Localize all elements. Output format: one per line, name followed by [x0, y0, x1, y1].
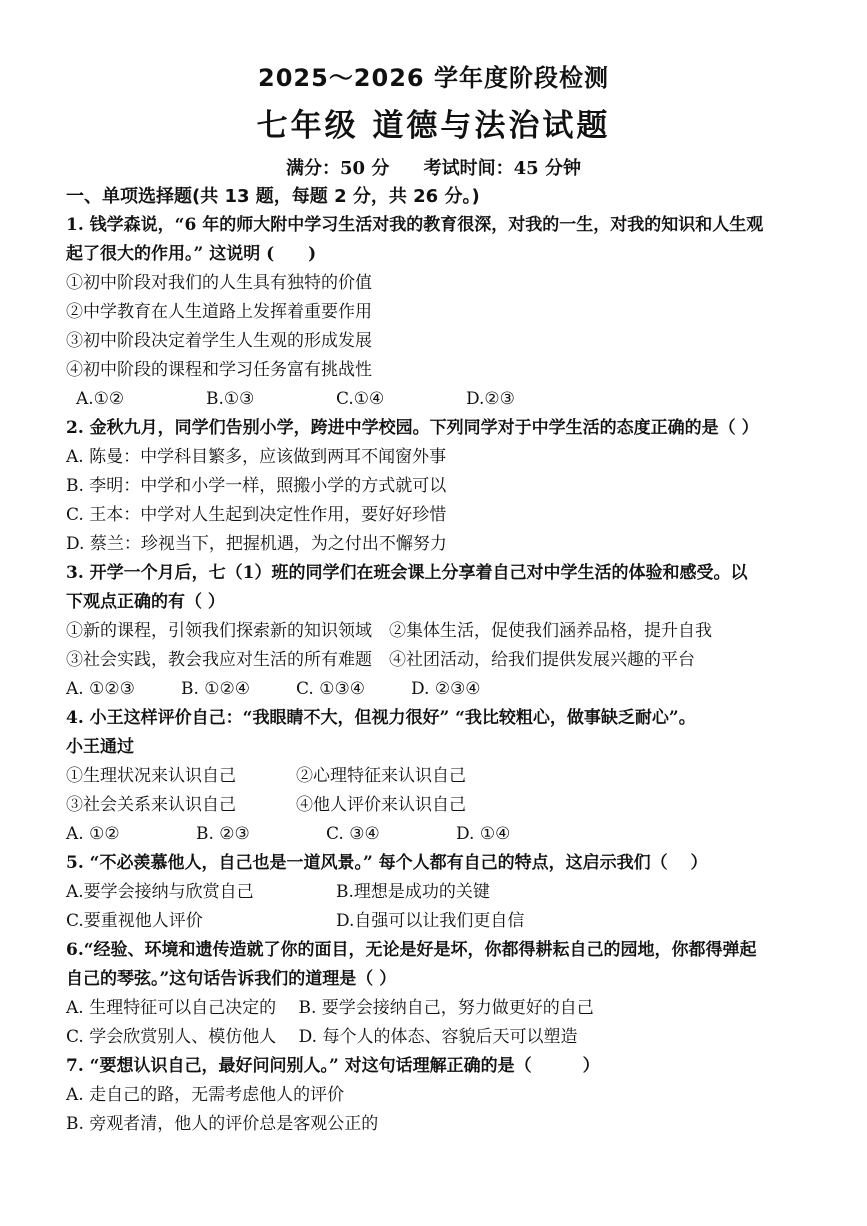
q2-option-b: B. 李明：中学和小学一样，照搬小学的方式就可以	[66, 476, 447, 496]
q4-statement-1: ①生理状况来认识自己	[66, 766, 236, 786]
q1-options	[66, 385, 816, 414]
q4-stem-line1: 4. 小王这样评价自己：“我眼睛不大，但视力很好” “我比较粗心，做事缺乏耐心”。	[66, 708, 696, 728]
q5-options-cd	[66, 907, 816, 936]
q6-stem-line2: 自己的琴弦。”这句话告诉我们的道理是（ ）	[66, 969, 397, 989]
q5-option-b: B.理想是成功的关键	[336, 882, 490, 902]
q4-statements-3-4	[66, 791, 816, 820]
exam-meta	[0, 154, 867, 180]
q7-option-b: B. 旁观者清，他人的评价总是客观公正的	[66, 1114, 379, 1134]
q6-options-cd: C. 学会欣赏别人、模仿他人 D. 每个人的体态、容貌后天可以塑造	[66, 1027, 578, 1047]
q1-statement-1: ①初中阶段对我们的人生具有独特的价值	[66, 273, 372, 293]
q6-stem-line1: 6.“经验、环境和遗传造就了你的面目，无论是好是坏，你都得耕耘自己的园地，你都得弹起	[66, 940, 757, 960]
full-score: 满分：50 分	[286, 158, 390, 179]
q1-statement-3: ③初中阶段决定着学生人生观的形成发展	[66, 331, 372, 351]
q3-statements-3-4: ③社会实践，教会我应对生活的所有难题 ④社团活动，给我们提供发展兴趣的平台	[66, 650, 695, 670]
q4-option-a: A. ①②	[66, 824, 120, 844]
q2-option-c: C. 王本：中学对人生起到决定性作用，要好好珍惜	[66, 505, 447, 525]
q4-stem-line2: 小王通过	[66, 737, 134, 757]
q4-statements-1-2	[66, 762, 816, 791]
q1-option-a: A.①②	[76, 389, 125, 409]
exam-content	[66, 183, 816, 1139]
q5-stem: 5. “不必羡慕他人，自己也是一道风景。” 每个人都有自己的特点，这启示我们（ ）	[66, 853, 708, 873]
q1-option-d: D.②③	[466, 389, 515, 409]
q4-option-b: B. ②③	[196, 824, 250, 844]
q4-option-d: D. ①④	[456, 824, 511, 844]
q4-statement-3: ③社会关系来认识自己	[66, 795, 236, 815]
q3-option-a: A. ①②③	[66, 679, 135, 699]
q7-option-a: A. 走自己的路，无需考虑他人的评价	[66, 1085, 345, 1105]
q7-stem: 7. “要想认识自己，最好问问别人。” 对这句话理解正确的是（ ）	[66, 1056, 600, 1076]
exam-subtitle: 七年级 道德与法治试题	[256, 108, 611, 144]
q1-stem-line1: 1. 钱学森说，“6 年的师大附中学习生活对我的教育很深，对我的一生，对我的知识和人生观	[66, 215, 764, 235]
q2-option-d: D. 蔡兰：珍视当下，把握机遇，为之付出不懈努力	[66, 534, 447, 554]
q4-options	[66, 820, 816, 849]
q3-stem-line1: 3. 开学一个月后，七（1）班的同学们在班会课上分享着自己对中学生活的体验和感受。以	[66, 563, 748, 583]
q2-option-a: A. 陈曼：中学科目繁多，应该做到两耳不闻窗外事	[66, 447, 447, 467]
q5-option-c: C.要重视他人评价	[66, 911, 203, 931]
q5-options-ab	[66, 878, 816, 907]
q3-option-d: D. ②③④	[411, 679, 481, 699]
q1-option-c: C.①④	[336, 389, 385, 409]
q6-options-ab: A. 生理特征可以自己决定的 B. 要学会接纳自己，努力做更好的自己	[66, 998, 594, 1018]
q3-statements-1-2: ①新的课程，引领我们探索新的知识领域 ②集体生活，促使我们涵养品格，提升自我	[66, 621, 712, 641]
q3-option-b: B. ①②④	[181, 679, 251, 699]
q1-statement-2: ②中学教育在人生道路上发挥着重要作用	[66, 302, 372, 322]
q3-option-c: C. ①③④	[296, 679, 365, 699]
q5-option-a: A.要学会接纳与欣赏自己	[66, 882, 254, 902]
q4-statement-2: ②心理特征来认识自己	[296, 766, 466, 786]
q4-statement-4: ④他人评价来认识自己	[296, 795, 466, 815]
section-heading: 一、单项选择题(共 13 题，每题 2 分，共 26 分。)	[66, 186, 480, 207]
q1-option-b: B.①③	[206, 389, 255, 409]
exam-title: 2025～2026 学年度阶段检测	[258, 64, 609, 92]
q3-stem-line2: 下观点正确的有（ ）	[66, 592, 225, 612]
q1-stem-line2: 起了很大的作用。” 这说明 ( )	[66, 244, 317, 264]
q3-options	[66, 675, 816, 704]
q1-statement-4: ④初中阶段的课程和学习任务富有挑战性	[66, 360, 372, 380]
q5-option-d: D.自强可以让我们更自信	[336, 911, 525, 931]
exam-time: 考试时间：45 分钟	[423, 158, 581, 179]
q2-stem: 2. 金秋九月，同学们告别小学，跨进中学校园。下列同学对于中学生活的态度正确的是（ ）	[66, 418, 759, 438]
q4-option-c: C. ③④	[326, 824, 380, 844]
